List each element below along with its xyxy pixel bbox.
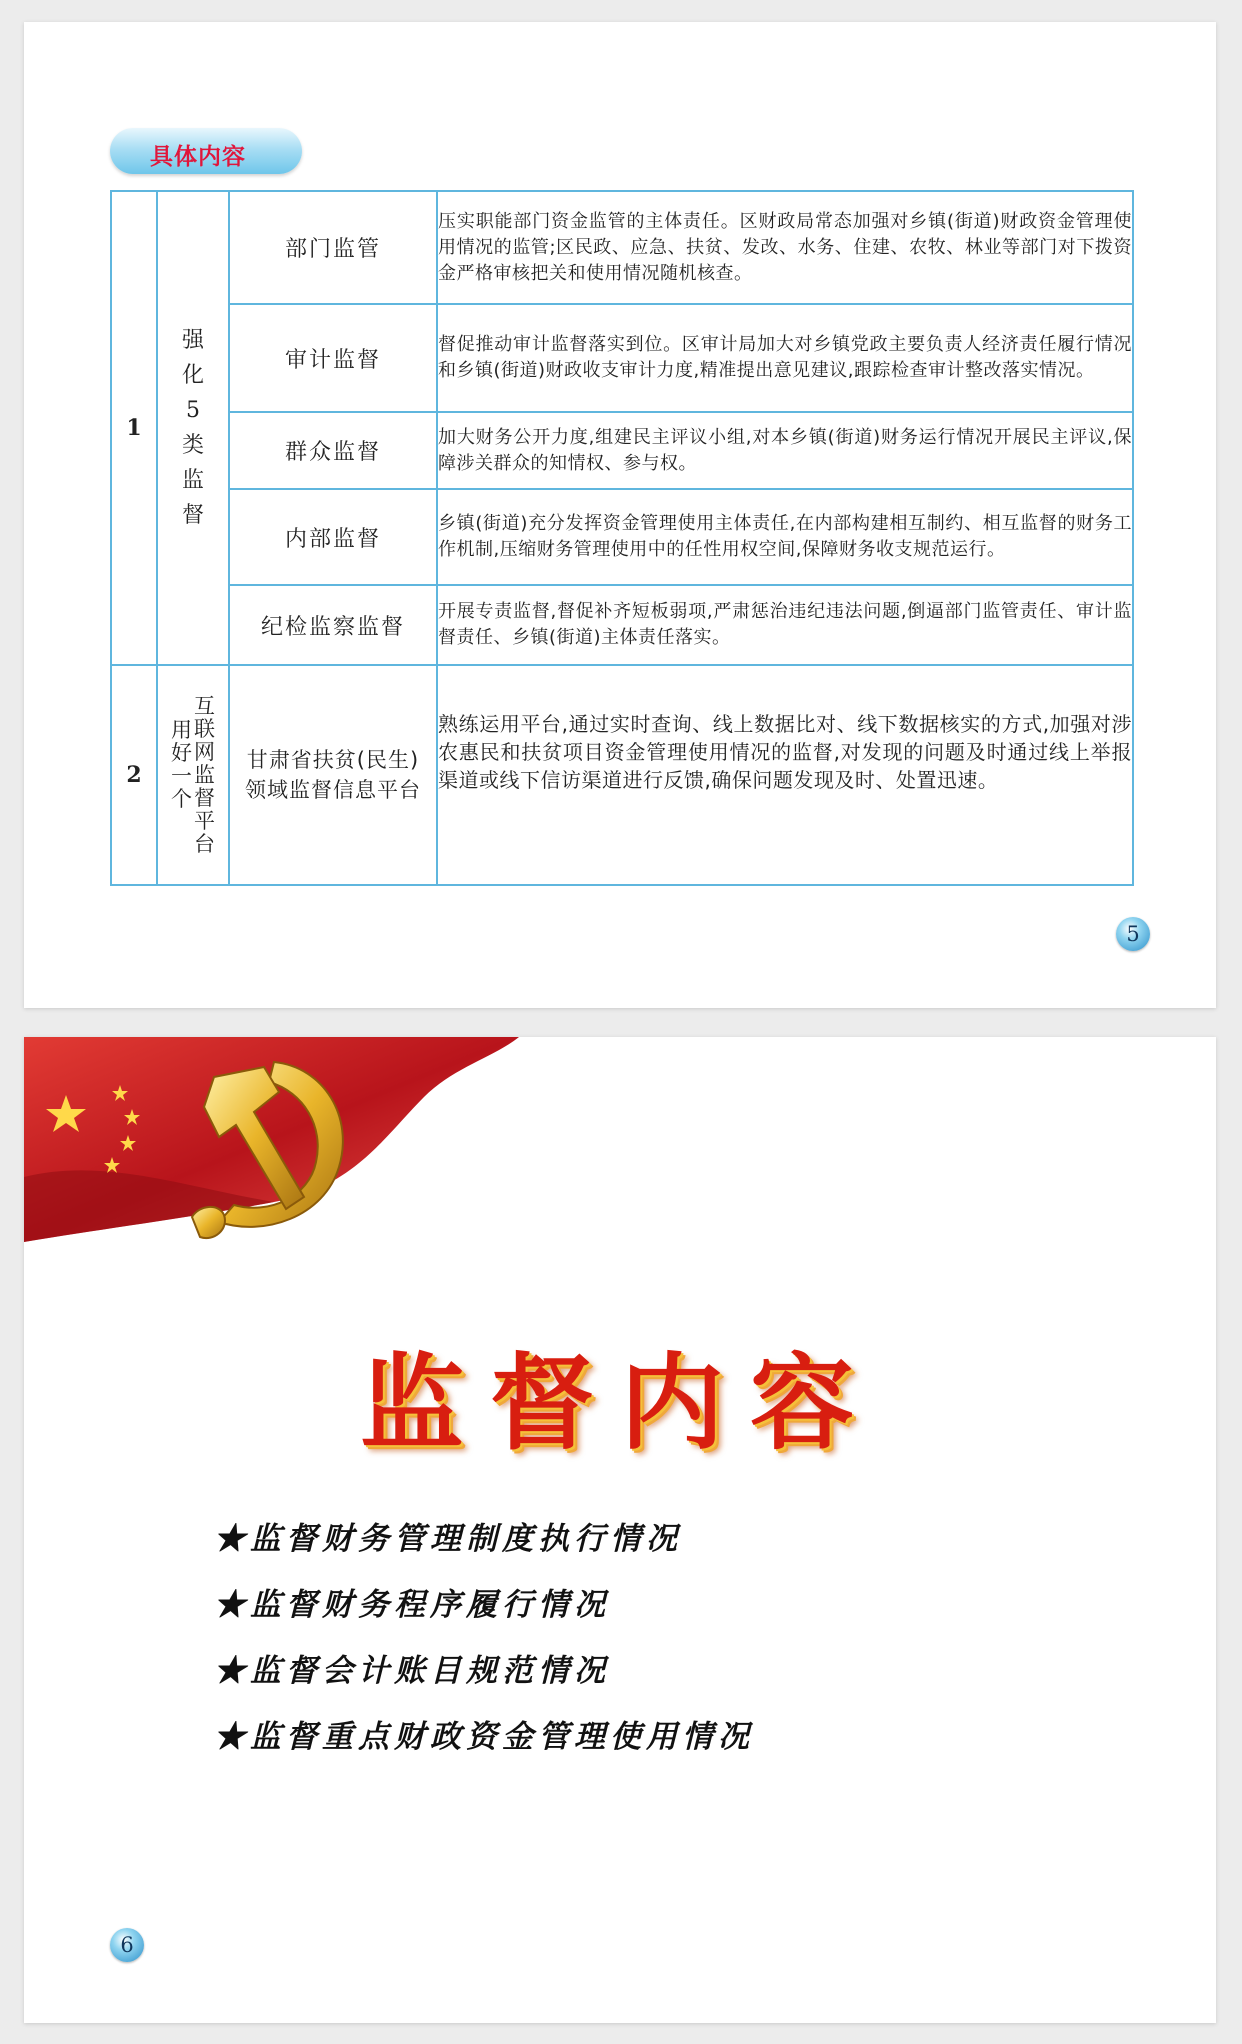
row-number: 2 [111,665,157,885]
page-title: 监督内容 [359,1341,880,1464]
list-item: ★监督财务程序履行情况 [214,1587,610,1623]
category-column [194,695,215,856]
page-number-badge: 6 [110,1928,144,1962]
table-row [111,585,1133,665]
item-name: 纪检监察监督 [229,585,437,665]
item-description: 开展专责监督,督促补齐短板弱项,严肃惩治违纪违法问题,倒逼部门监管责任、审计监督责任、乡镇(街道)主体责任落实。 [437,585,1133,665]
category-char: 用 [171,717,192,742]
category-char: 网 [194,739,215,764]
item-name: 部门监管 [229,191,437,304]
category-char: 督 [194,785,215,810]
category-char: 个 [171,786,192,811]
category-char: 5 [186,398,200,423]
item-description: 加大财务公开力度,组建民主评议小组,对本乡镇(街道)财务运行情况开展民主评议,保障涉关群众的知情权、参与权。 [437,412,1133,489]
item-name-line: 领域监督信息平台 [245,778,421,802]
table-row [111,304,1133,412]
party-flag-emblem-icon [24,1037,544,1257]
category-cell [157,191,229,665]
list-item: ★监督财务管理制度执行情况 [214,1521,682,1557]
category-char: 台 [194,831,215,856]
section-label: 具体内容 [150,144,246,170]
item-description: 乡镇(街道)充分发挥资金管理使用主体责任,在内部构建相互制约、相互监督的财务工作机制,压缩财务管理使用中的任性用权空间,保障财务收支规范运行。 [437,489,1133,585]
list-item: ★监督重点财政资金管理使用情况 [214,1719,754,1755]
row-number: 1 [111,191,157,665]
item-name: 群众监督 [229,412,437,489]
category-char: 平 [194,808,215,833]
table-row [111,412,1133,489]
category-cell [157,665,229,885]
item-name: 审计监督 [229,304,437,412]
item-name-line: 甘肃省扶贫(民生) [246,748,420,772]
category-char: 监 [194,762,215,787]
category-char: 监 [181,468,204,493]
category-char: 强 [181,328,204,353]
category-char: 类 [181,433,204,458]
category-char: 互 [194,693,215,718]
table-row [111,489,1133,585]
category-vertical-text [158,323,228,533]
item-description: 督促推动审计监督落实到位。区审计局加大对乡镇党政主要负责人经济责任履行情况和乡镇(街道)财政收支审计力度,精准提出意见建议,跟踪检查审计整改落实情况。 [437,304,1133,412]
item-description: 熟练运用平台,通过实时查询、线上数据比对、线下数据核实的方式,加强对涉农惠民和扶贫项目资金管理使用情况的监督,对发现的问题及时通过线上举报渠道或线下信访渠道进行反馈,确保问题发现及时、处置迅速。 [437,665,1133,885]
item-name [229,665,437,885]
page-6 [24,1037,1216,2023]
item-description: 压实职能部门资金监管的主体责任。区财政局常态加强对乡镇(街道)财政资金管理使用情况的监管;区民政、应急、扶贫、发改、水务、住建、农牧、林业等部门对下拨资金严格审核把关和使用情况随机核查。 [437,191,1133,304]
category-vertical-text [158,695,228,856]
item-name: 内部监督 [229,489,437,585]
list-item: ★监督会计账目规范情况 [214,1653,610,1689]
category-column [171,719,192,811]
supervision-table [110,190,1134,886]
page-number-badge: 5 [1116,917,1150,951]
category-char: 一 [171,763,192,788]
category-char: 好 [171,740,192,765]
table-row [111,191,1133,304]
supervision-items-list [214,1519,754,1783]
page-5 [24,22,1216,1008]
category-char: 联 [194,716,215,741]
table-row [111,665,1133,885]
category-char: 化 [181,363,204,388]
category-char: 督 [181,503,204,528]
section-label-pill [110,128,302,174]
